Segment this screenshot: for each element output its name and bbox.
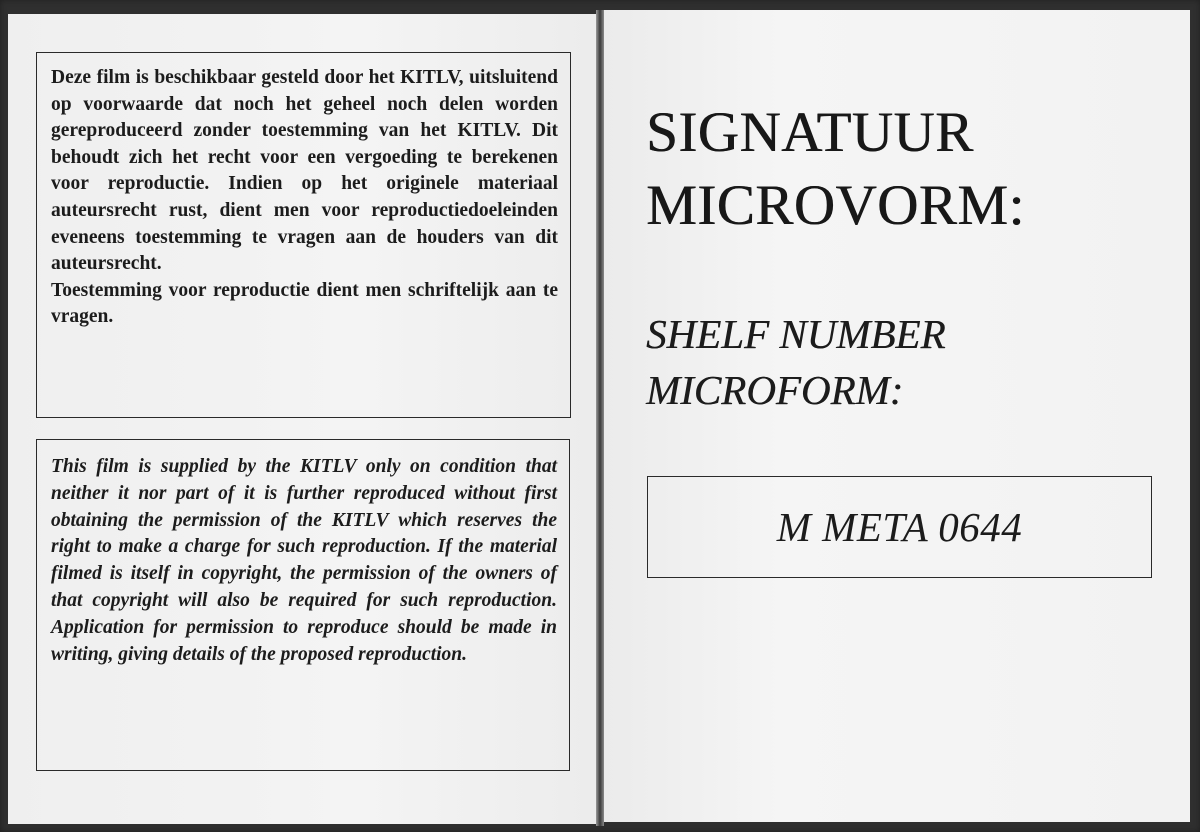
shelf-number-heading — [646, 306, 946, 418]
shelf-heading-line-1: SHELF NUMBER — [646, 311, 946, 357]
shelf-number-value: M META 0644 — [776, 504, 1023, 550]
dutch-notice-box — [36, 52, 571, 418]
signature-heading-line-1: SIGNATUUR — [646, 101, 974, 164]
dutch-notice-paragraph-2: Toestemming voor reproductie dient men schriftelijk aan te vragen. — [51, 279, 558, 328]
shelf-heading-line-2: MICROFORM: — [646, 367, 904, 413]
english-notice-box — [36, 439, 570, 771]
dutch-notice-paragraph-1: Deze film is beschikbaar gesteld door het KITLV, uitsluitend op voorwaarde dat noch het geheel noch delen worden gereproduceerd zonder toestemming van het KITLV. Dit behoudt zich het recht voor een vergoeding te berekenen voor reproductie. Indien op het originele materiaal auteursrecht rust, dient men voor reproductiedoeleinden eveneens toestemming te vragen aan de houders van dit auteursrecht. — [51, 67, 558, 275]
signature-microform-heading — [646, 96, 1025, 242]
english-notice-paragraph: This film is supplied by the KITLV only on condition that neither it nor part of it is further reproduced without first obtaining the permission of the KITLV which reserves the right to make a charge for such reproduction. If the material filmed is itself in copyright, the permission of the owners of that copyright will also be required for such reproduction. Application for permission to reproduce should be made in writing, giving details of the proposed reproduction. — [51, 456, 557, 665]
page-gutter — [596, 10, 604, 826]
signature-heading-line-2: MICROVORM: — [646, 174, 1025, 237]
shelf-number-box — [647, 476, 1152, 578]
